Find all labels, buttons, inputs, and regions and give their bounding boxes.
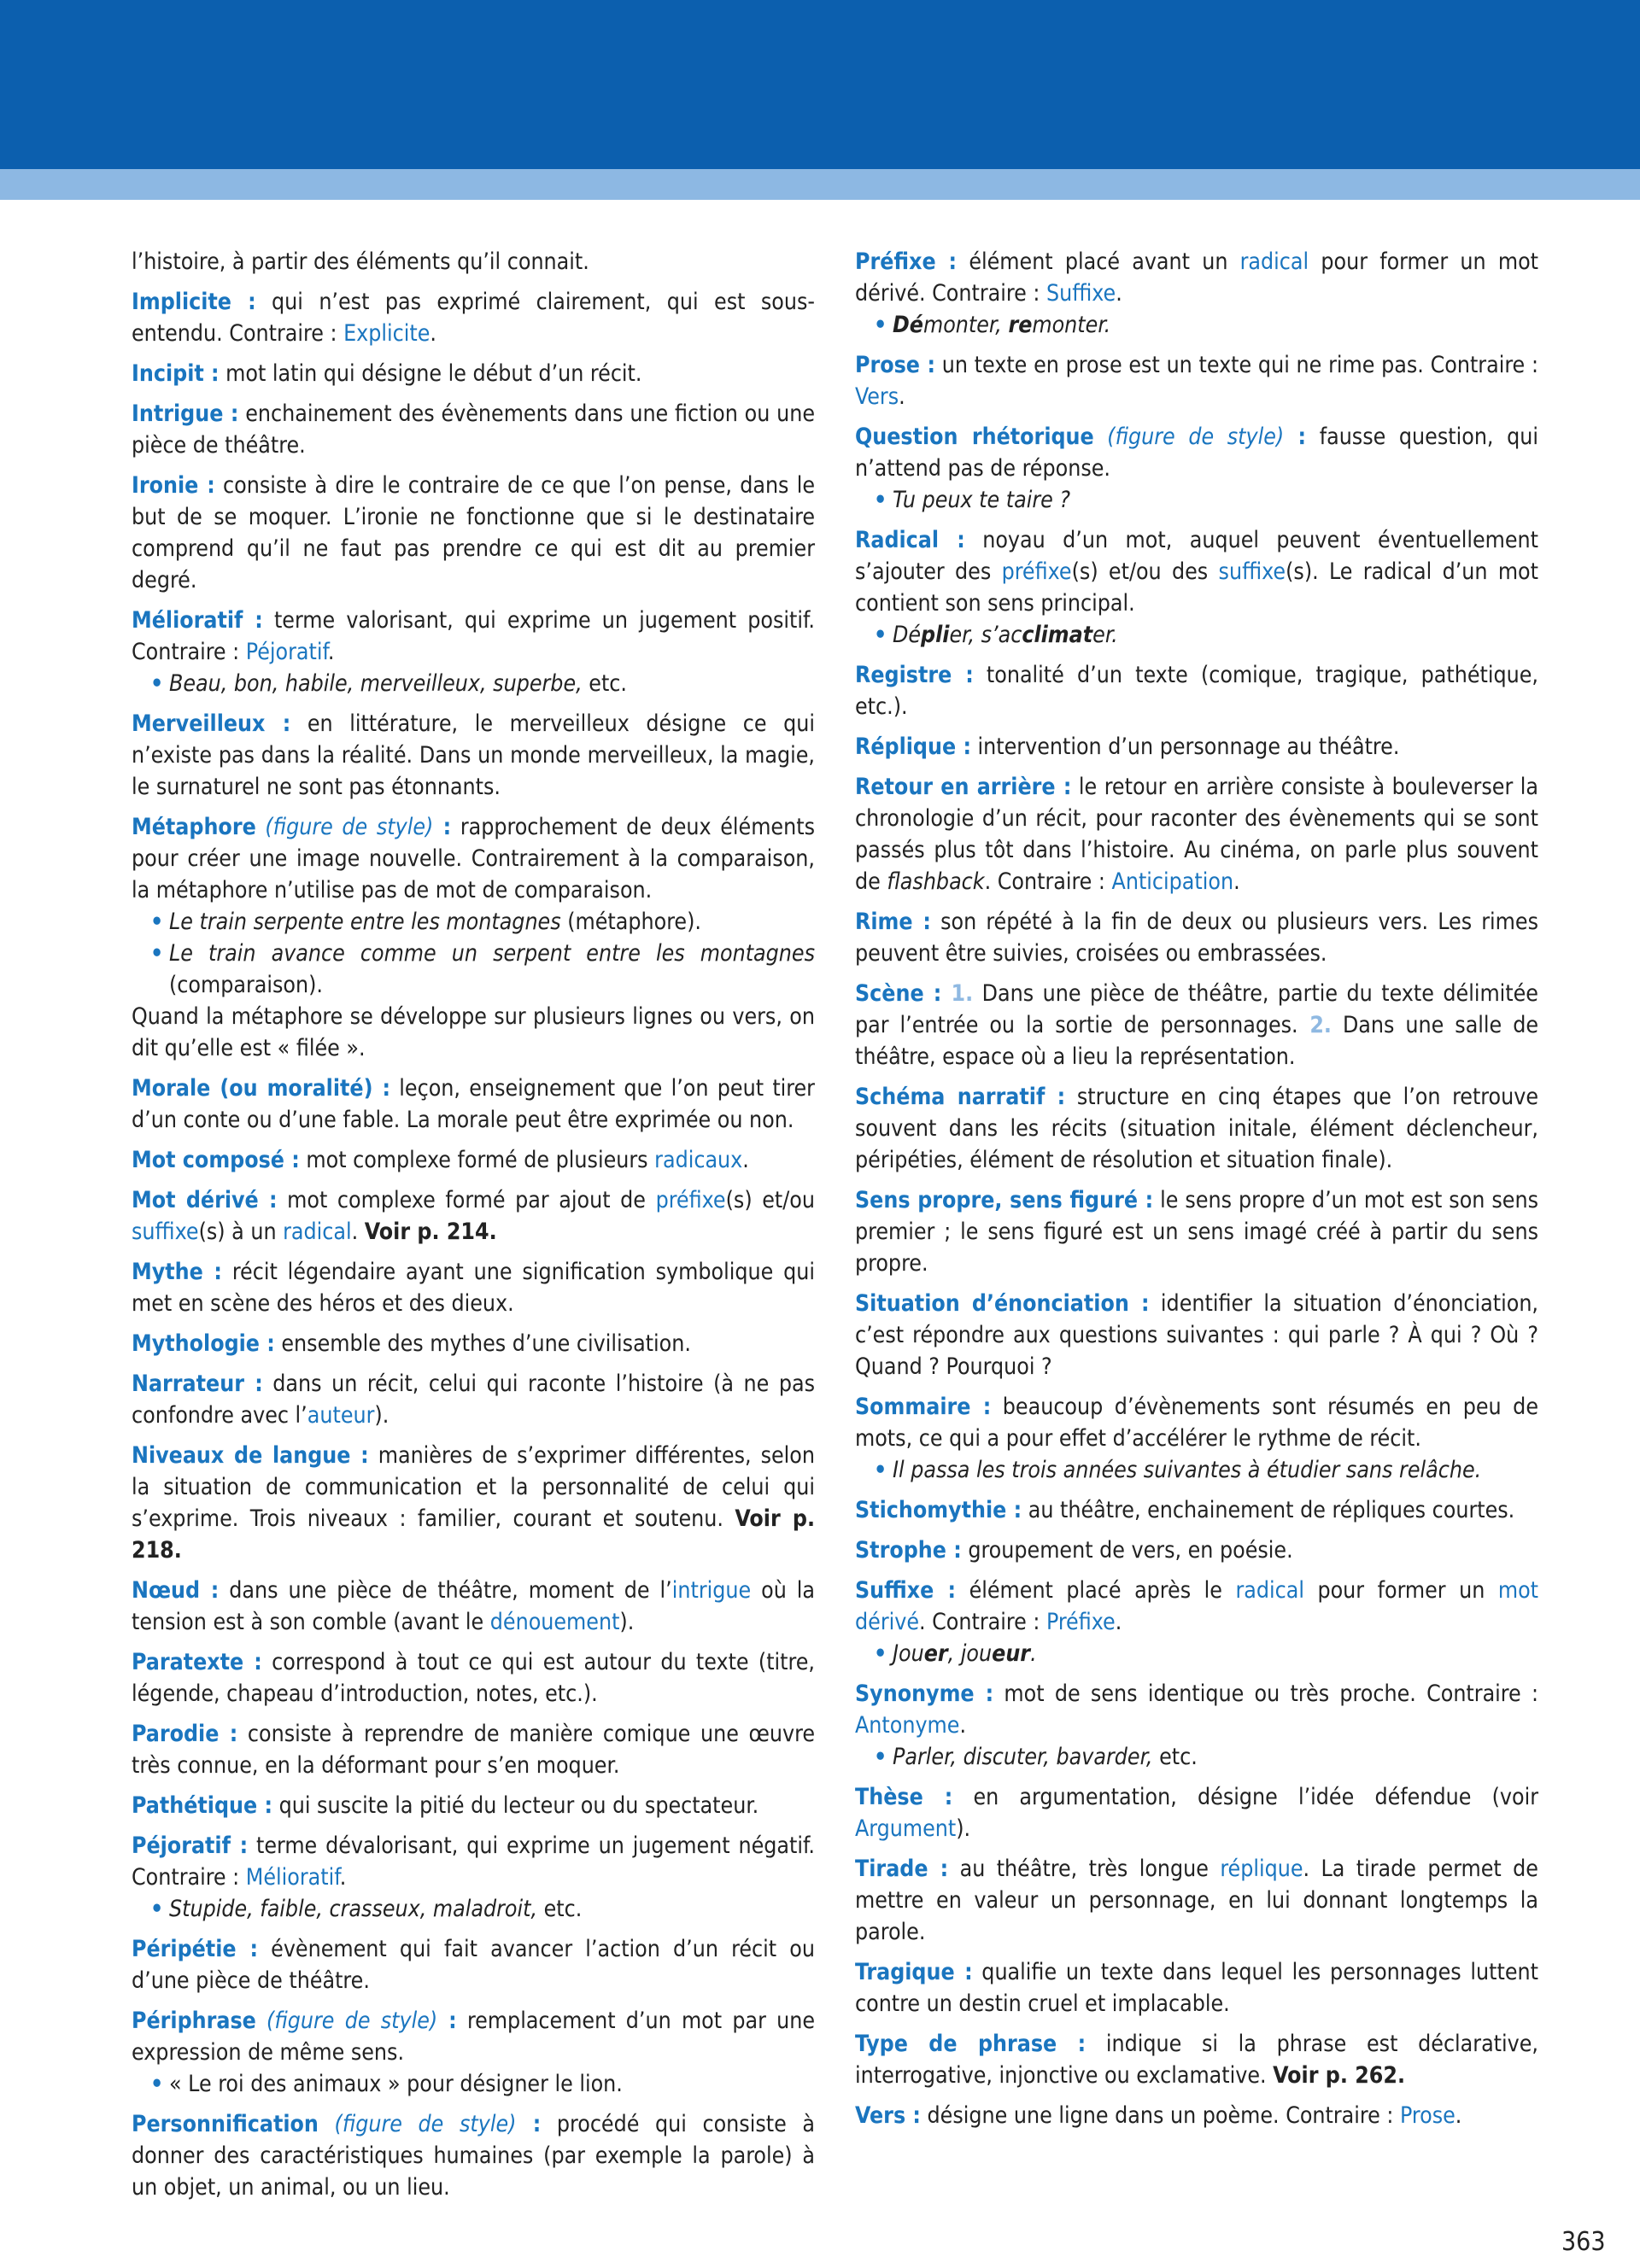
entry-mythologie: Mythologie : ensemble des mythes d’une civilisation. [132,1330,691,1357]
entry-niveaux-de-langue: Niveaux de langue : manières de s’exprimer différentes, selon la situation de communication et la personnalité de celui qui s’exprime. Trois niveaux : familier, courant et soutenu. Voir p. 218. [132,1442,815,1564]
example-item: • Le train serpente entre les montagnes (métaphore). [150,906,815,938]
entry-type-de-phrase: Type de phrase : indique si la phrase est déclarative, interrogative, injonctive ou exclamative. Voir p. 262. [855,2031,1538,2089]
bullet-icon: • [874,1457,887,1483]
bullet-icon: • [874,1744,887,1770]
entry-vers: Vers : désigne une ligne dans un poème. Contraire : Prose. [855,2102,1462,2129]
entry-implicite: Implicite : qui n’est pas exprimé clairement, qui est sous-entendu. Contraire : Explicite. [132,289,815,347]
header-banner [0,0,1640,169]
page-number: 363 [1561,2227,1606,2257]
bullet-icon: • [874,622,887,648]
entry-these: Thèse : en argumentation, désigne l’idée défendue (voir Argument). [855,1784,1538,1842]
bullet-icon: • [874,312,887,338]
entry-rime: Rime : son répété à la fin de deux ou plusieurs vers. Les rimes peuvent être suivies, croisées ou embrassées. [855,909,1538,967]
entry-mot-compose: Mot composé : mot complexe formé de plusieurs radicaux. [132,1147,749,1173]
entry-melioratif: Mélioratif : terme valorisant, qui exprime un jugement positif. Contraire : Péjoratif. • Beau, bon, habile, merveilleux, superbe, etc. [132,605,815,699]
entry-stichomythie: Stichomythie : au théâtre, enchainement de répliques courtes. [855,1497,1515,1523]
entry-replique: Réplique : intervention d’un personnage au théâtre. [855,734,1400,760]
entry-incipit: Incipit : mot latin qui désigne le début d’un récit. [132,360,642,387]
entry-strophe: Strophe : groupement de vers, en poésie. [855,1537,1293,1564]
example-item: • Parler, discuter, bavarder, etc. [874,1741,1538,1773]
entry-pejoratif: Péjoratif : terme dévalorisant, qui exprime un jugement négatif. Contraire : Mélioratif. • Stupide, faible, crasseux, maladroit, etc. [132,1830,815,1925]
entry-pathetique: Pathétique : qui suscite la pitié du lecteur ou du spectateur. [132,1792,759,1819]
example-item: • Stupide, faible, crasseux, maladroit, etc. [150,1893,815,1925]
entry-morale: Morale (ou moralité) : leçon, enseignement que l’on peut tirer d’un conte ou d’une fable. La morale peut être exprimée ou non. [132,1075,815,1133]
entry-tirade: Tirade : au théâtre, très longue réplique. La tirade permet de mettre en valeur un personnage, en lui donnant longtemps la parole. [855,1856,1538,1945]
example-item: • « Le roi des animaux » pour désigner le lion. [150,2068,815,2100]
entry-schema-narratif: Schéma narratif : structure en cinq étapes que l’on retrouve souvent dans les récits (situation initale, élément déclencheur, péripéties, élément de résolution et situation finale). [855,1084,1538,1173]
entry-scene: Scène : 1. Dans une pièce de théâtre, partie du texte délimitée par l’entrée ou la sortie de personnages. 2. Dans une salle de théâtre, espace où a lieu la représentation. [855,980,1539,1070]
entry-peripetie: Péripétie : évènement qui fait avancer l’action d’un récit ou d’une pièce de théâtre. [132,1936,815,1994]
bullet-icon: • [874,1640,887,1667]
bullet-icon: • [150,909,164,935]
example-item: • Démonter, remonter. [874,309,1538,341]
entry-registre: Registre : tonalité d’un texte (comique, tragique, pathétique, etc.). [855,662,1538,720]
example-item: • Tu peux te taire ? [874,484,1538,516]
entry-paratexte: Paratexte : correspond à tout ce qui est autour du texte (titre, légende, chapeau d’introduction, notes, etc.). [132,1649,815,1707]
bullet-icon: • [150,670,164,697]
left-column [132,246,815,2212]
entry-tragique: Tragique : qualifie un texte dans lequel les personnages luttent contre un destin cruel et implacable. [855,1959,1538,2017]
entry-synonyme: Synonyme : mot de sens identique ou très proche. Contraire : Antonyme. • Parler, discuter, bavarder, etc. [855,1678,1538,1773]
bullet-icon: • [150,940,164,967]
entry-retour-en-arriere: Retour en arrière : le retour en arrière consiste à bouleverser la chronologie d’un récit, pour raconter des évènements qui se sont passés plus tôt dans l’histoire. Au cinéma, on parle plus souvent de flashback. Contraire : Anticipation. [855,774,1538,895]
example-item: • Jouer, joueur. [874,1638,1538,1669]
entry-prose: Prose : un texte en prose est un texte qui ne rime pas. Contraire : Vers. [855,352,1538,410]
entry-merveilleux: Merveilleux : en littérature, le merveilleux désigne ce qui n’existe pas dans la réalité. Dans un monde merveilleux, la magie, le surnaturel ne sont pas étonnants. [132,710,815,800]
entry-sens-propre: Sens propre, sens figuré : le sens propre d’un mot est son sens premier ; le sens figuré est un sens imagé créé à partir du sens propre. [855,1187,1539,1277]
entry-narrateur: Narrateur : dans un récit, celui qui raconte l’histoire (à ne pas confondre avec l’auteur). [132,1371,815,1429]
bullet-icon: • [874,487,887,513]
bullet-icon: • [150,2071,164,2097]
entry-continuation: l’histoire, à partir des éléments qu’il connait. [132,248,589,275]
entry-mot-derive: Mot dérivé : mot complexe formé par ajout de préfixe(s) et/ou suffixe(s) à un radical. Voir p. 214. [132,1187,815,1245]
example-item: • Il passa les trois années suivantes à étudier sans relâche. [874,1454,1538,1486]
example-item: • Le train avance comme un serpent entre les montagnes (comparaison). [150,938,815,1001]
header-stripe [0,169,1640,200]
entry-prefixe: Préfixe : élément placé avant un radical pour former un mot dérivé. Contraire : Suffixe. • Démonter, remonter. [855,246,1538,341]
entry-sommaire: Sommaire : beaucoup d’évènements sont résumés en peu de mots, ce qui a pour effet d’accélérer le rythme de récit. • Il passa les trois années suivantes à étudier sans relâche. [855,1391,1538,1486]
right-column [855,246,1538,2140]
entry-intrigue: Intrigue : enchainement des évènements dans une fiction ou une pièce de théâtre. [132,400,816,459]
entry-situation-enonciation: Situation d’énonciation : identifier la situation d’énonciation, c’est répondre aux questions suivantes : qui parle ? À qui ? Où ? Quand ? Pourquoi ? [855,1290,1538,1380]
entry-suffixe: Suffixe : élément placé après le radical pour former un mot dérivé. Contraire : Préfixe. • Jouer, joueur. [855,1575,1538,1669]
entry-ironie: Ironie : consiste à dire le contraire de ce que l’on pense, dans le but de se moquer. L’ironie ne fonctionne que si le destinataire comprend qu’il ne faut pas prendre ce qui est dit au premier degré. [132,472,815,593]
entry-radical: Radical : noyau d’un mot, auquel peuvent éventuellement s’ajouter des préfixe(s) et/ou des suffixe(s). Le radical d’un mot contient son sens principal. • Déplier, s’acclimater. [855,524,1538,651]
example-item: • Déplier, s’acclimater. [874,619,1538,651]
entry-metaphore: Métaphore (figure de style) : rapprochement de deux éléments pour créer une image nouvelle. Contrairement à la comparaison, la métaphore n’utilise pas de mot de comparaison. • Le train serpente entre les montagnes (métaphore). • Le train avance comme un serpent entre les montagnes (comparaison). Quand la métaphore se développe sur plusieurs lignes ou vers, on dit qu’elle est « filée ». [132,814,815,1061]
entry-parodie: Parodie : consiste à reprendre de manière comique une œuvre très connue, en la déformant pour s’en moquer. [132,1721,815,1779]
entry-mythe: Mythe : récit légendaire ayant une signification symbolique qui met en scène des héros et des dieux. [132,1259,815,1317]
entry-noeud: Nœud : dans une pièce de théâtre, moment de l’intrigue où la tension est à son comble (avant le dénouement). [132,1577,815,1635]
entry-periphrase: Périphrase (figure de style) : remplacement d’un mot par une expression de même sens. • « Le roi des animaux » pour désigner le lion. [132,2005,815,2100]
entry-question-rhetorique: Question rhétorique (figure de style) : fausse question, qui n’attend pas de réponse. • Tu peux te taire ? [855,421,1538,516]
example-item: • Beau, bon, habile, merveilleux, superbe, etc. [150,668,815,699]
bullet-icon: • [150,1896,164,1922]
entry-personnification: Personnification (figure de style) : procédé qui consiste à donner des caractéristiques humaines (par exemple la parole) à un objet, un animal, ou un lieu. [132,2111,815,2201]
